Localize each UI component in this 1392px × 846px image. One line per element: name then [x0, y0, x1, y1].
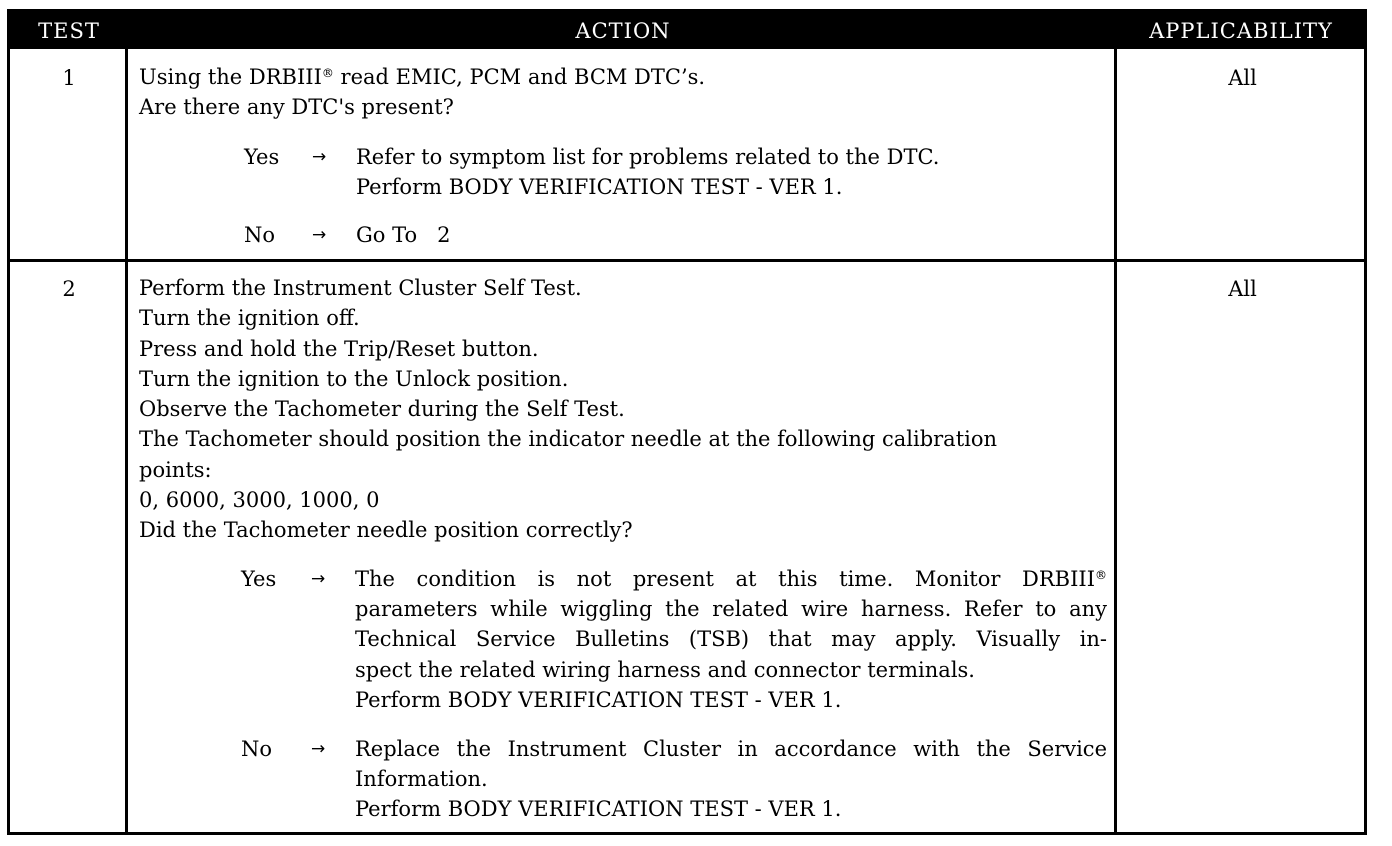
- action-step: Did the Tachometer needle position correctly?: [139, 518, 633, 543]
- action-step: Observe the Tachometer during the Self Test.: [139, 397, 625, 422]
- yes-text: [356, 142, 1096, 202]
- row-divider: [10, 259, 1364, 262]
- test-number: 1: [62, 66, 76, 90]
- action-step: Are there any DTC's present?: [139, 95, 454, 120]
- no-text: [355, 734, 1107, 825]
- action-step: The Tachometer should position the indicator needle at the following calibration: [139, 427, 998, 452]
- yes-outcome: [241, 564, 1111, 719]
- test-number: 2: [62, 277, 76, 301]
- applicability-value: All: [1228, 277, 1257, 301]
- no-label: No: [244, 223, 276, 247]
- no-outcome: [241, 734, 1111, 829]
- yes-label: Yes: [244, 145, 280, 169]
- outcome-line: Refer to symptom list for problems related to the DTC.: [356, 145, 940, 169]
- arrow-icon: →: [312, 147, 327, 167]
- action-step: Using the DRBIII® read EMIC, PCM and BCM DTC’s.: [139, 65, 706, 89]
- outcome-line: Technical Service Bulletins (TSB) that may apply. Visually in-: [355, 627, 1107, 652]
- no-label: No: [241, 737, 273, 761]
- arrow-icon: →: [311, 569, 326, 589]
- outcome-line: Perform BODY VERIFICATION TEST - VER 1.: [355, 687, 842, 712]
- column-divider: [125, 49, 128, 832]
- outcome-line: Replace the Instrument Cluster in accordance with the Service: [355, 737, 1107, 761]
- arrow-icon: →: [311, 739, 326, 759]
- outcome-line: Perform BODY VERIFICATION TEST - VER 1.: [355, 797, 842, 822]
- action-steps: [139, 62, 1109, 123]
- action-step: Press and hold the Trip/Reset button.: [139, 336, 539, 361]
- outcome-line: Perform BODY VERIFICATION TEST - VER 1.: [356, 175, 843, 200]
- no-outcome: [244, 220, 1104, 252]
- header-action: ACTION: [128, 12, 1118, 49]
- outcome-line: Go To 2: [356, 223, 451, 247]
- outcome-line: Information.: [355, 767, 488, 792]
- arrow-icon: →: [312, 225, 327, 245]
- yes-label: Yes: [241, 567, 277, 591]
- action-steps: [139, 273, 1109, 546]
- action-step: points:: [139, 457, 212, 482]
- applicability-value: All: [1228, 66, 1257, 90]
- action-step: Perform the Instrument Cluster Self Test.: [139, 276, 582, 300]
- action-step: Turn the ignition off.: [139, 306, 360, 331]
- action-step: 0, 6000, 3000, 1000, 0: [139, 488, 380, 513]
- diagnostic-table: [7, 9, 1367, 835]
- column-divider: [1114, 49, 1117, 832]
- no-text: [356, 220, 656, 250]
- yes-outcome: [244, 142, 1104, 212]
- yes-text: [355, 564, 1107, 715]
- outcome-line: spect the related wiring harness and connector terminals.: [355, 657, 975, 682]
- header-applicability: APPLICABILITY: [1118, 12, 1364, 49]
- header-test: TEST: [10, 12, 128, 49]
- outcome-line: parameters while wiggling the related wire harness. Refer to any: [355, 597, 1107, 622]
- outcome-line: The condition is not present at this time. Monitor DRBIII®: [355, 567, 1107, 591]
- action-step: Turn the ignition to the Unlock position.: [139, 366, 569, 391]
